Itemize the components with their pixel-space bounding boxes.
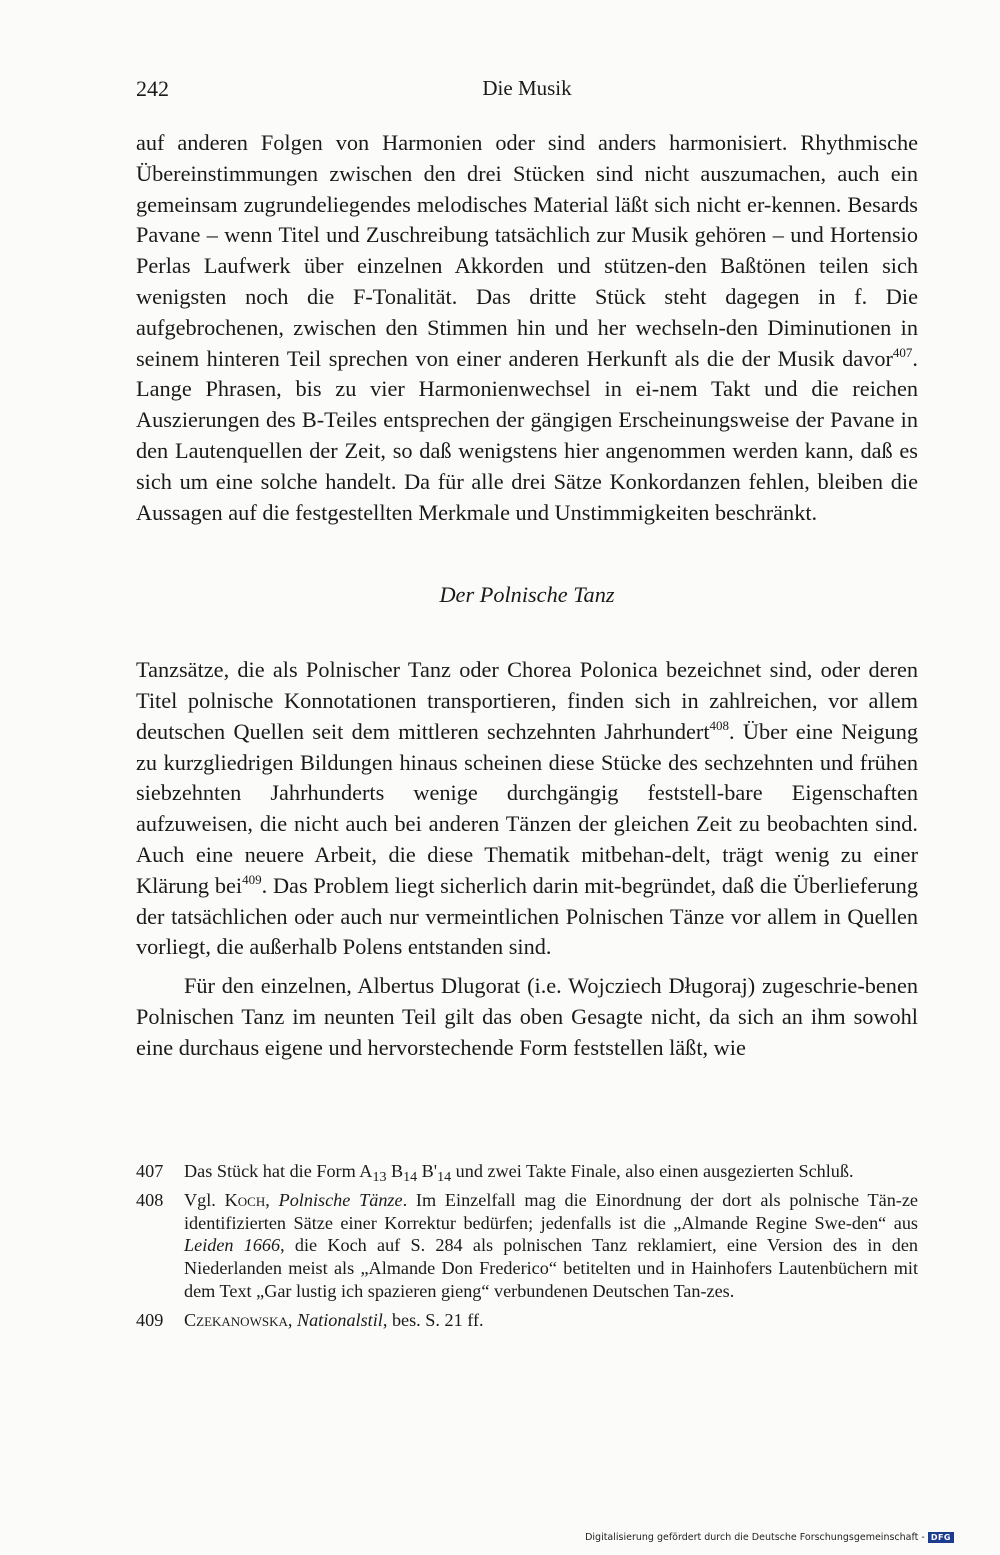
footnote-number: 407	[136, 1161, 164, 1181]
footnote-text	[184, 1189, 918, 1303]
page-header	[136, 76, 918, 110]
main-text	[136, 128, 918, 1064]
text-run: , bes. S. 21 ff.	[382, 1309, 484, 1330]
footnote-ref: 407	[892, 344, 913, 360]
text-run: . Im Einzelfall mag die Einordnung der dort als polnische Tän-ze identifizierten Sätze einer Korrektur bedürfen; jedenfalls ist die „Almande Regine Swe-den“ aus	[184, 1189, 919, 1233]
footnote-409	[136, 1309, 918, 1332]
text-run: ,	[265, 1189, 279, 1210]
footnote-text	[184, 1160, 918, 1186]
text-run: auf anderen Folgen von Harmonien oder sind anders harmonisiert. Rhythmische Übereinstimmungen zwischen den drei Stücken sind nicht auszumachen, auch ein gemeinsam zugrundeliegendes melodisches Material läßt sich nicht er-kennen. Besards Pavane – wenn Titel und Zuschreibung tatsächlich zur Musik gehören – und Hortensio Perlas Laufwerk über einzelnen Akkorden und stützen-den Baßtönen teilen sich wenigsten noch die F-Tonalität. Das dritte Stück steht dagegen in f. Die aufgebrochenen, zwischen den Stimmen hin und her wechseln-den Diminutionen in seinem hinteren Teil sprechen von einer anderen Herkunft als die der Musik davor	[136, 130, 918, 371]
digitization-credit	[585, 1532, 954, 1543]
footnote-text	[184, 1309, 918, 1332]
text-run: und zwei Takte Finale, also einen ausgezierten Schluß.	[451, 1161, 854, 1181]
text-run: ,	[287, 1309, 297, 1330]
author-name: Koch	[224, 1189, 266, 1210]
footnotes	[136, 1160, 918, 1338]
text-run: B	[386, 1161, 404, 1181]
credit-text: Digitalisierung gefördert durch die Deutsche Forschungsgemeinschaft -	[585, 1532, 925, 1543]
subscript: 14	[437, 1170, 452, 1186]
footnote-ref: 409	[242, 871, 262, 887]
section-heading: Der Polnische Tanz	[439, 582, 615, 608]
footnote-ref: 408	[709, 717, 730, 733]
text-run: B'	[417, 1161, 438, 1181]
footnote-407	[136, 1160, 918, 1186]
source-title: Leiden 1666	[184, 1235, 281, 1256]
text-run: Vgl.	[184, 1189, 225, 1210]
paragraph: Für den einzelnen, Albertus Dlugorat (i.e. Wojcziech Długoraj) zugeschrie-benen Polnischen Tanz im neunten Teil gilt das oben Gesagte nicht, da sich an ihm sowohl eine durchaus eigene und hervorstechende Form feststellen läßt, wie	[136, 973, 918, 1060]
work-title: Polnische Tänze	[278, 1189, 403, 1210]
subscript: 14	[403, 1170, 418, 1186]
subscript: 13	[372, 1170, 387, 1186]
text-run: . Das Problem liegt sicherlich darin mit-begründet, daß die Überlieferung der tatsächlichen oder auch nur vermeintlichen Polnischen Tänze vor allem in Quellen vorliegt, die außerhalb Polens entstanden sind.	[136, 872, 918, 960]
paragraph	[136, 128, 918, 528]
text-run: Tanzsätze, die als Polnischer Tanz oder Chorea Polonica bezeichnet sind, oder deren Titel polnische Konnotationen transportieren, finden sich in zahlreichen, vor allem deutschen Quellen seit dem mittleren sechzehnten Jahrhundert	[136, 657, 918, 744]
page-number: 242	[136, 76, 169, 101]
text-run: . Über eine Neigung zu kurzgliedrigen Bildungen hinaus scheinen diese Stücke des sechzehnten und frühen siebzehnten Jahrhunderts wenige durchgängig feststell-bare Eigenschaften aufzuweisen, die nicht auch bei anderen Tänzen der gleichen Zeit zu beobachten sind. Auch eine neuere Arbeit, die diese Thematik mitbehan-delt, trägt wenig zu einer Klärung bei	[136, 718, 918, 898]
footnote-408	[136, 1189, 918, 1303]
work-title: Nationalstil	[296, 1309, 383, 1330]
text-run: Das Stück hat die Form A	[184, 1161, 373, 1181]
author-name: Czekanowska	[184, 1309, 288, 1330]
running-head: Die Musik	[482, 76, 572, 100]
text-run: . Lange Phrasen, bis zu vier Harmonienwechsel in ei-nem Takt und die reichen Auszierungen des B-Teiles entsprechen der gängigen Erscheinungsweise der Pavane in den Lautenquellen der Zeit, so daß wenigstens hier angenommen werden kann, daß es sich um eine solche handelt. Da für alle drei Sätze Konkordanzen fehlen, bleiben die Aussagen auf die festgestellten Merkmale und Unstimmigkeiten beschränkt.	[136, 345, 918, 525]
text-run: , die Koch auf S. 284 als polnischen Tanz reklamiert, eine Version des in den Niederlanden meist als „Almande Don Frederico“ betitelten und in Hainhofers Lautenbüchern mit dem Text „Gar lustig ich spazieren gieng“ verbundenen Deutschen Tan-zes.	[184, 1235, 918, 1301]
dfg-logo: DFG	[928, 1532, 954, 1543]
footnote-number: 409	[136, 1309, 164, 1330]
paragraph	[136, 655, 918, 963]
footnote-number: 408	[136, 1189, 164, 1210]
